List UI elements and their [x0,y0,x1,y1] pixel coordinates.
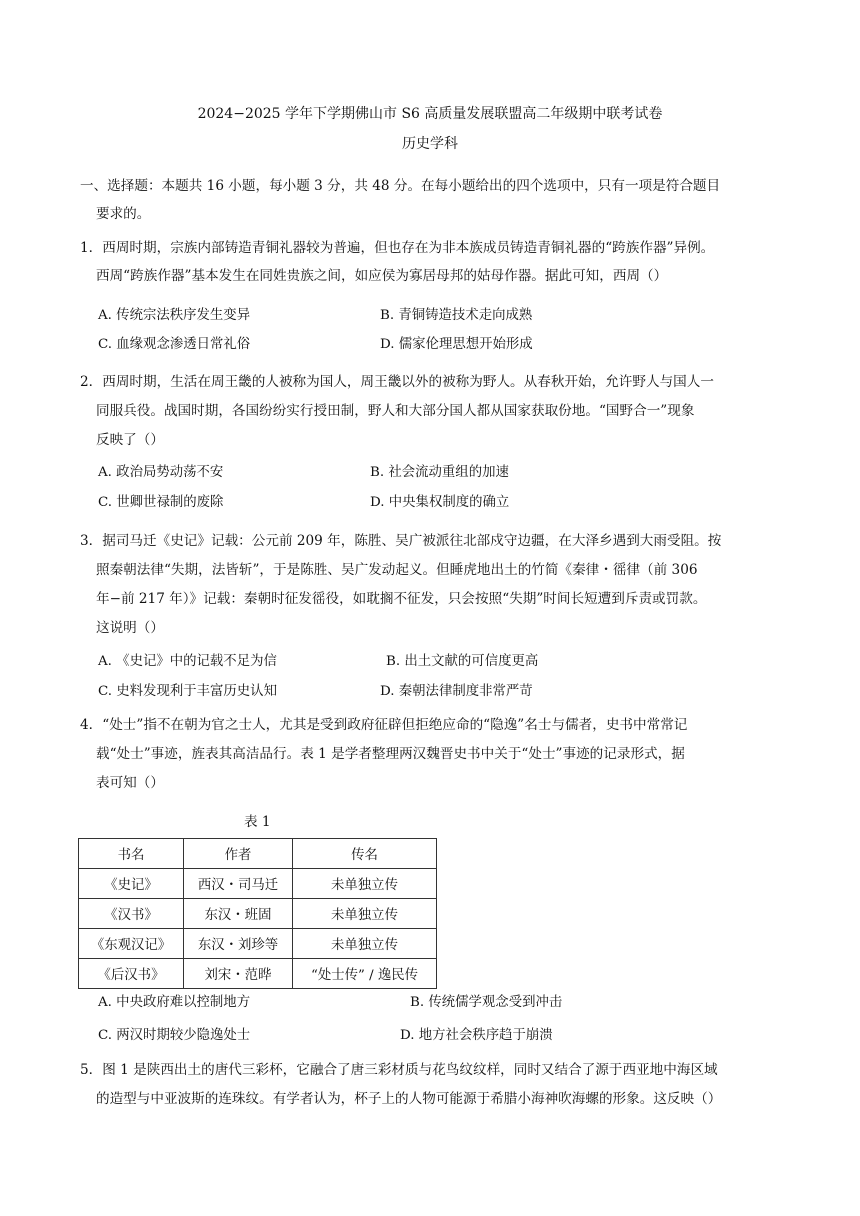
section-instruction-line-1: 一、选择题：本题共 16 小题，每小题 3 分，共 48 分。在每小题给出的四个选项中，只有一项是符合题目 [80,178,721,194]
question-2-option-b[interactable]: B. 社会流动重组的加速 [370,465,509,480]
question-4-line-2: 载“处士”事迹，旌表其高洁品行。表 1 是学者整理两汉魏晋史书中关于“处士”事迹的记录形式，据 [96,746,685,762]
question-4-option-a[interactable]: A. 中央政府难以控制地方 [98,995,251,1010]
question-4-option-c[interactable]: C. 两汉时期较少隐逸处士 [98,1028,251,1043]
question-4-option-d[interactable]: D. 地方社会秩序趋于崩溃 [400,1028,553,1043]
question-4-line-1: 4．“处士”指不在朝为官之士人，尤其是受到政府征辟但拒绝应命的“隐逸”名士与儒者，史书中常常记 [80,717,688,733]
question-5-line-1: 5．图 1 是陕西出土的唐代三彩杯，它融合了唐三彩材质与花鸟纹纹样，同时又结合了源于西亚地中海区域 [80,1062,718,1078]
question-1-option-c[interactable]: C. 血缘观念渗透日常礼俗 [98,337,251,352]
table-header-cell: 作者 [184,839,293,869]
table-cell: 《史记》 [79,869,184,899]
question-1-option-d[interactable]: D. 儒家伦理思想开始形成 [380,337,533,352]
table-row [79,929,437,959]
exam-title: 2024−2025 学年下学期佛山市 S6 高质量发展联盟高二年级期中联考试卷 [197,106,663,122]
table-cell: 西汉・司马迁 [184,869,293,899]
table-cell: 《后汉书》 [79,959,184,989]
question-1-line-2: 西周“跨族作器”基本发生在同姓贵族之间，如应侯为寡居母邦的姑母作器。据此可知，西周（） [96,268,668,284]
question-3-option-a[interactable]: A. 《史记》中的记载不足为信 [98,654,277,669]
table-cell: 《东观汉记》 [79,929,184,959]
question-1-option-a[interactable]: A. 传统宗法秩序发生变异 [98,308,251,323]
table-header-cell: 书名 [79,839,184,869]
question-3-option-d[interactable]: D. 秦朝法律制度非常严苛 [380,684,533,699]
question-3-line-1: 3．据司马迁《史记》记载：公元前 209 年，陈胜、吴广被派往北部戍守边疆，在大泽乡遇到大雨受阻。按 [80,533,722,549]
question-2-line-2: 同服兵役。战国时期，各国纷纷实行授田制，野人和大部分国人都从国家获取份地。“国野合一”现象 [96,403,695,419]
question-3-line-2: 照秦朝法律“失期，法皆斩”，于是陈胜、吴广发动起义。但睡虎地出土的竹简《秦律・徭律（前 306 [96,562,698,578]
table-row [79,869,437,899]
question-1-option-b[interactable]: B. 青铜铸造技术走向成熟 [380,308,533,323]
question-2-line-3: 反映了（） [96,432,164,448]
question-3-line-3: 年−前 217 年）》记载：秦朝时征发徭役，如耽搁不征发，只会按照“失期”时间长短遭到斥责或罚款。 [96,591,707,607]
question-2-option-a[interactable]: A. 政治局势动荡不安 [98,465,224,480]
question-2-option-c[interactable]: C. 世卿世禄制的废除 [98,495,224,510]
question-3-option-c[interactable]: C. 史料发现利于丰富历史认知 [98,684,277,699]
table-row [79,959,437,989]
question-1-line-1: 1．西周时期，宗族内部铸造青铜礼器较为普遍，但也存在为非本族成员铸造青铜礼器的“跨族作器”异例。 [80,240,715,256]
table-1 [78,838,437,989]
table-cell: “处士传” / 逸民传 [293,959,437,989]
table-cell: 未单独立传 [293,899,437,929]
table-cell: 刘宋・范晔 [184,959,293,989]
subject-title: 历史学科 [402,136,458,152]
table-cell: 未单独立传 [293,929,437,959]
question-4-line-3: 表可知（） [96,775,164,791]
table-cell: 《汉书》 [79,899,184,929]
table-caption: 表 1 [244,814,271,830]
table-header-row [79,839,437,869]
table-header-cell: 传名 [293,839,437,869]
section-instruction-line-2: 要求的。 [96,206,151,222]
question-2-option-d[interactable]: D. 中央集权制度的确立 [370,495,510,510]
question-4-option-b[interactable]: B. 传统儒学观念受到冲击 [410,995,563,1010]
question-3-line-4: 这说明（） [96,620,164,636]
question-5-line-2: 的造型与中亚波斯的连珠纹。有学者认为，杯子上的人物可能源于希腊小海神吹海螺的形象。这反映（） [96,1091,722,1107]
table-cell: 未单独立传 [293,869,437,899]
table-row [79,899,437,929]
question-3-option-b[interactable]: B. 出土文献的可信度更高 [386,654,539,669]
question-2-line-1: 2．西周时期，生活在周王畿的人被称为国人，周王畿以外的被称为野人。从春秋开始，允许野人与国人一 [80,374,714,390]
table-cell: 东汉・刘珍等 [184,929,293,959]
table-cell: 东汉・班固 [184,899,293,929]
